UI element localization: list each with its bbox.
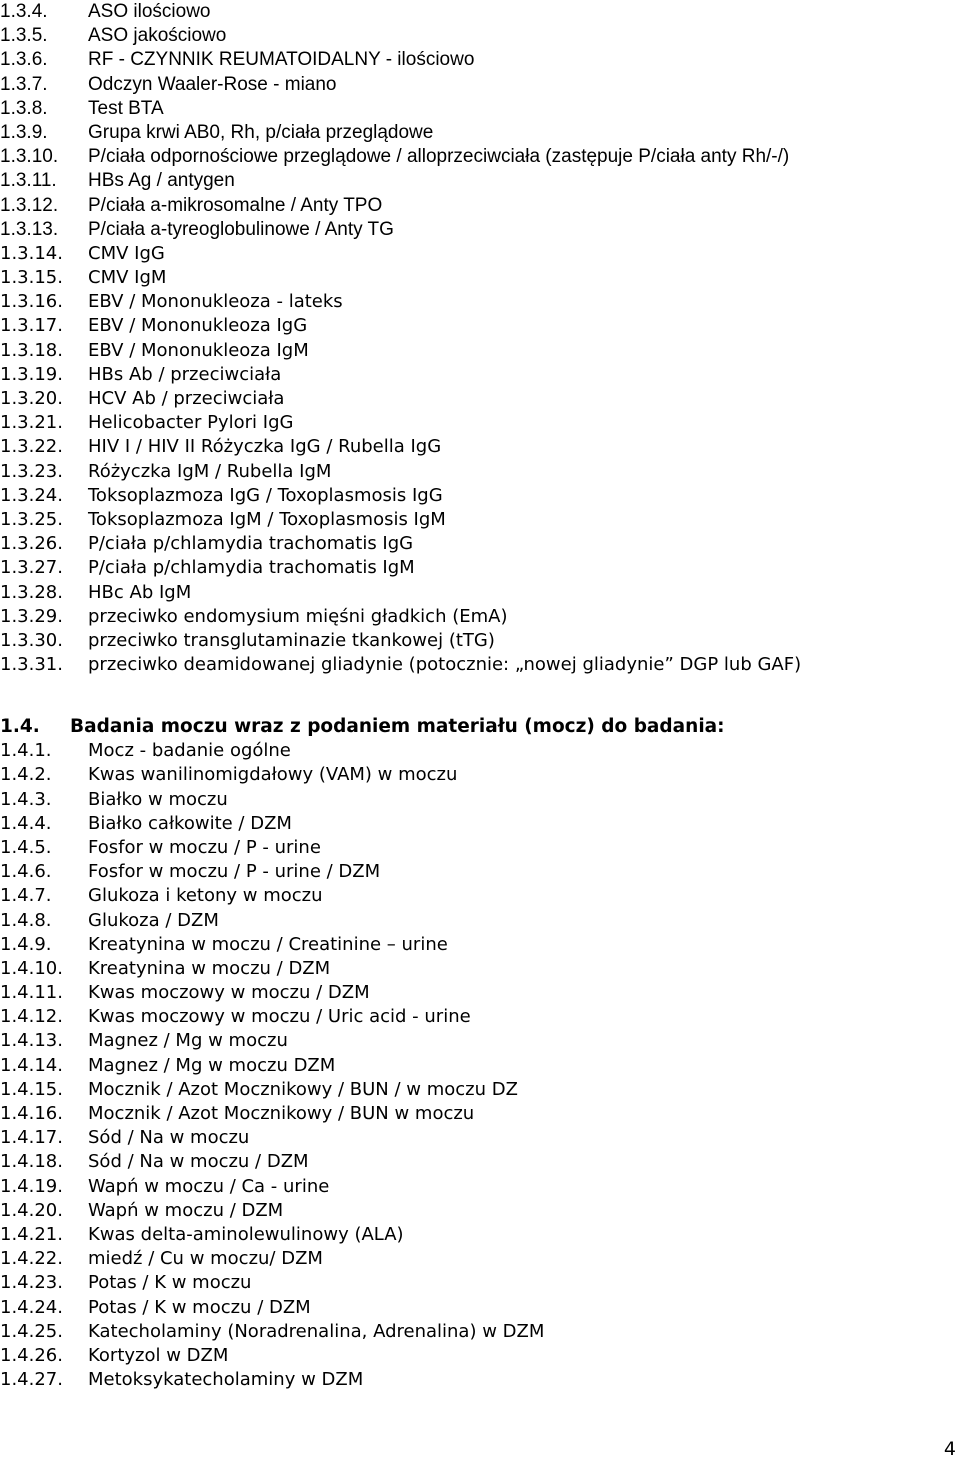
item-text: Kwas moczowy w moczu / Uric acid - urine xyxy=(88,1006,471,1028)
item-number: 1.4.18. xyxy=(0,1151,63,1173)
item-text: P/ciała p/chlamydia trachomatis IgG xyxy=(88,533,414,555)
item-text: Sód / Na w moczu / DZM xyxy=(88,1151,309,1173)
item-number: 1.3.16. xyxy=(0,291,63,313)
list-item xyxy=(0,629,801,653)
item-number: 1.3.21. xyxy=(0,412,63,434)
item-number: 1.4.4. xyxy=(0,812,52,834)
item-text: Grupa krwi AB0, Rh, p/ciała przeglądowe xyxy=(88,121,434,143)
item-text: Fosfor w moczu / P - urine xyxy=(88,836,321,858)
item-text: P/ciała p/chlamydia trachomatis IgM xyxy=(88,557,415,579)
list-item xyxy=(0,290,801,314)
list-item xyxy=(0,460,801,484)
item-number: 1.3.13. xyxy=(0,218,59,240)
item-text: P/ciała a-tyreoglobulinowe / Anty TG xyxy=(88,218,394,240)
list-item xyxy=(0,339,801,363)
item-number: 1.3.27. xyxy=(0,557,63,579)
list-item xyxy=(0,1175,725,1199)
item-number: 1.3.18. xyxy=(0,339,63,361)
item-text: Sód / Na w moczu xyxy=(88,1127,250,1149)
item-number: 1.4.20. xyxy=(0,1199,63,1221)
list-item xyxy=(0,435,801,459)
item-text: HIV I / HIV II Różyczka IgG / Rubella IgG xyxy=(88,436,442,458)
item-text: CMV IgM xyxy=(88,267,167,289)
item-text: HCV Ab / przeciwciała xyxy=(88,388,285,409)
item-text: Toksoplazmoza IgM / Toxoplasmosis IgM xyxy=(88,508,446,530)
list-item xyxy=(0,24,801,48)
list-item xyxy=(0,0,801,24)
list-item xyxy=(0,387,801,411)
list-item xyxy=(0,1078,725,1102)
item-number: 1.3.8. xyxy=(0,97,48,119)
item-number: 1.4.15. xyxy=(0,1078,63,1100)
item-text: Wapń w moczu / DZM xyxy=(88,1199,284,1221)
list-item xyxy=(0,363,801,387)
item-text: Kwas wanilinomigdałowy (VAM) w moczu xyxy=(88,764,458,786)
item-text: Test BTA xyxy=(88,97,164,119)
list-item xyxy=(0,121,801,145)
item-number: 1.3.28. xyxy=(0,581,63,603)
item-number: 1.4.14. xyxy=(0,1054,63,1076)
item-number: 1.4.5. xyxy=(0,836,52,858)
item-number: 1.4.12. xyxy=(0,1006,63,1028)
item-number: 1.4.9. xyxy=(0,933,52,955)
item-text: przeciwko endomysium mięśni gładkich (EmA) xyxy=(88,605,508,627)
item-number: 1.3.10. xyxy=(0,146,59,168)
list-item xyxy=(0,1150,725,1174)
section-1-4 xyxy=(0,715,725,1392)
section-1-3-list xyxy=(0,0,801,677)
list-item xyxy=(0,145,801,169)
item-text: HBs Ab / przeciwciała xyxy=(88,363,282,385)
item-text: EBV / Mononukleoza - lateks xyxy=(88,291,343,313)
item-number: 1.3.23. xyxy=(0,460,63,482)
list-item xyxy=(0,411,801,435)
item-text: Katecholaminy (Noradrenalina, Adrenalina) w DZM xyxy=(88,1320,545,1342)
item-number: 1.3.15. xyxy=(0,267,63,289)
item-text: HBc Ab IgM xyxy=(88,581,192,603)
item-text: CMV IgG xyxy=(88,242,165,264)
item-number: 1.4.11. xyxy=(0,982,63,1004)
item-text: Mocz - badanie ogólne xyxy=(88,740,291,762)
item-number: 1.4.6. xyxy=(0,861,52,883)
item-number: 1.4.19. xyxy=(0,1175,63,1197)
item-text: EBV / Mononukleoza IgG xyxy=(88,315,308,337)
list-item xyxy=(0,73,801,97)
list-item xyxy=(0,1029,725,1053)
item-text: Kreatynina w moczu / DZM xyxy=(88,957,331,979)
item-text: ASO jakościowo xyxy=(88,25,227,47)
item-number: 1.3.9. xyxy=(0,121,48,143)
list-item xyxy=(0,1102,725,1126)
item-text: przeciwko deamidowanej gliadynie (potocznie: „nowej gliadynie” DGP lub GAF) xyxy=(88,654,802,676)
item-number: 1.4.10. xyxy=(0,957,63,979)
item-number: 1.4.22. xyxy=(0,1248,63,1270)
item-text: P/ciała odpornościowe przeglądowe / alloprzeciwciała (zastępuje P/ciała anty Rh/-/) xyxy=(88,146,790,168)
section-1-4-list xyxy=(0,739,725,1392)
item-text: Mocznik / Azot Mocznikowy / BUN / w moczu DZ xyxy=(88,1078,518,1100)
item-number: 1.4.23. xyxy=(0,1272,63,1294)
list-item xyxy=(0,884,725,908)
list-item xyxy=(0,812,725,836)
list-item xyxy=(0,1126,725,1150)
item-number: 1.4.1. xyxy=(0,740,52,762)
list-item xyxy=(0,532,801,556)
item-text: Magnez / Mg w moczu DZM xyxy=(88,1054,336,1076)
item-number: 1.3.4. xyxy=(0,1,48,22)
item-number: 1.3.11. xyxy=(0,170,57,192)
list-item xyxy=(0,909,725,933)
list-item xyxy=(0,266,801,290)
item-number: 1.3.30. xyxy=(0,629,63,651)
section-heading xyxy=(0,715,725,739)
item-number: 1.4.2. xyxy=(0,764,52,786)
list-item xyxy=(0,739,725,763)
item-text: Kreatynina w moczu / Creatinine – urine xyxy=(88,933,448,955)
list-item xyxy=(0,1320,725,1344)
list-item xyxy=(0,556,801,580)
list-item xyxy=(0,218,801,242)
item-number: 1.3.19. xyxy=(0,363,63,385)
list-item xyxy=(0,581,801,605)
item-text: Mocznik / Azot Mocznikowy / BUN w moczu xyxy=(88,1103,475,1124)
item-text: Odczyn Waaler-Rose - miano xyxy=(88,73,337,95)
item-number: 1.4.16. xyxy=(0,1103,63,1124)
list-item xyxy=(0,653,801,677)
item-number: 1.3.26. xyxy=(0,533,63,555)
list-item xyxy=(0,1368,725,1392)
item-text: Glukoza i ketony w moczu xyxy=(88,885,323,907)
list-item xyxy=(0,314,801,338)
list-item xyxy=(0,508,801,532)
section-title: Badania moczu wraz z podaniem materiału (mocz) do badania: xyxy=(70,716,725,737)
list-item xyxy=(0,957,725,981)
item-text: HBs Ag / antygen xyxy=(88,170,235,192)
item-text: Białko całkowite / DZM xyxy=(88,812,292,834)
item-number: 1.4.27. xyxy=(0,1369,63,1391)
list-item xyxy=(0,169,801,193)
item-number: 1.4.21. xyxy=(0,1223,63,1245)
item-text: P/ciała a-mikrosomalne / Anty TPO xyxy=(88,194,383,216)
item-number: 1.3.29. xyxy=(0,605,63,627)
item-text: Potas / K w moczu xyxy=(88,1272,252,1294)
list-item xyxy=(0,1223,725,1247)
item-text: Helicobacter Pylori IgG xyxy=(88,412,294,434)
list-item xyxy=(0,484,801,508)
item-number: 1.4.3. xyxy=(0,788,52,810)
item-text: Różyczka IgM / Rubella IgM xyxy=(88,460,332,482)
item-number: 1.3.14. xyxy=(0,242,63,264)
item-text: Kortyzol w DZM xyxy=(88,1344,229,1366)
item-number: 1.4.13. xyxy=(0,1030,63,1052)
item-text: Magnez / Mg w moczu xyxy=(88,1030,288,1052)
item-text: Wapń w moczu / Ca - urine xyxy=(88,1175,330,1197)
item-text: Kwas delta-aminolewulinowy (ALA) xyxy=(88,1223,404,1245)
item-text: ASO ilościowo xyxy=(88,1,211,22)
list-item xyxy=(0,933,725,957)
item-number: 1.3.6. xyxy=(0,49,48,71)
list-item xyxy=(0,1296,725,1320)
list-item xyxy=(0,836,725,860)
page-number: 4 xyxy=(943,1438,956,1460)
list-item xyxy=(0,1005,725,1029)
item-number: 1.3.22. xyxy=(0,436,63,458)
item-number: 1.3.20. xyxy=(0,388,63,409)
item-number: 1.3.5. xyxy=(0,25,48,47)
item-text: Glukoza / DZM xyxy=(88,909,219,931)
item-number: 1.4.25. xyxy=(0,1320,63,1342)
item-number: 1.4.26. xyxy=(0,1344,63,1366)
item-text: przeciwko transglutaminazie tkankowej (tTG) xyxy=(88,629,495,651)
item-number: 1.3.17. xyxy=(0,315,63,337)
item-text: Potas / K w moczu / DZM xyxy=(88,1296,311,1318)
item-text: Białko w moczu xyxy=(88,788,228,810)
list-item xyxy=(0,97,801,121)
item-text: EBV / Mononukleoza IgM xyxy=(88,339,309,361)
item-number: 1.3.12. xyxy=(0,194,59,216)
list-item xyxy=(0,981,725,1005)
item-text: Kwas moczowy w moczu / DZM xyxy=(88,982,370,1004)
list-item xyxy=(0,763,725,787)
item-number: 1.4.7. xyxy=(0,885,52,907)
list-item xyxy=(0,1271,725,1295)
list-item xyxy=(0,48,801,72)
list-item xyxy=(0,1344,725,1368)
item-text: Fosfor w moczu / P - urine / DZM xyxy=(88,861,381,883)
item-number: 1.4.17. xyxy=(0,1127,63,1149)
list-item xyxy=(0,788,725,812)
list-item xyxy=(0,1199,725,1223)
list-item xyxy=(0,1247,725,1271)
item-text: Metoksykatecholaminy w DZM xyxy=(88,1369,364,1391)
item-number: 1.3.24. xyxy=(0,484,63,506)
list-item xyxy=(0,605,801,629)
item-number: 1.3.7. xyxy=(0,73,48,95)
item-number: 1.4.24. xyxy=(0,1296,63,1318)
item-number: 1.3.25. xyxy=(0,508,63,530)
list-item xyxy=(0,194,801,218)
section-number: 1.4. xyxy=(0,716,40,737)
item-number: 1.4.8. xyxy=(0,909,52,931)
item-text: Toksoplazmoza IgG / Toxoplasmosis IgG xyxy=(88,484,443,506)
item-number: 1.3.31. xyxy=(0,654,63,676)
list-item xyxy=(0,242,801,266)
list-item xyxy=(0,1054,725,1078)
item-text: miedź / Cu w moczu/ DZM xyxy=(88,1248,323,1270)
list-item xyxy=(0,860,725,884)
item-text: RF - CZYNNIK REUMATOIDALNY - ilościowo xyxy=(88,49,475,71)
